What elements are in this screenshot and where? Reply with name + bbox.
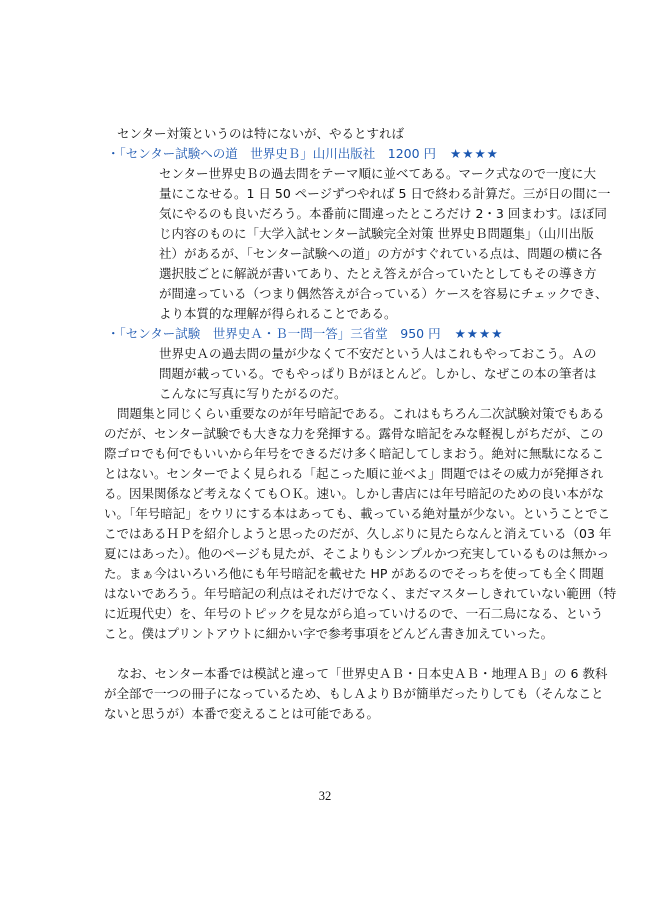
book1-rating-stars: ★★★★ <box>450 146 499 161</box>
intro-text: センター対策というのは特にないが、やるとすれば <box>117 126 405 141</box>
book1-desc-line: センター世界史Ｂの過去問をテーマ順に並べてある。マーク式なので一度に大 <box>159 166 597 181</box>
book1-desc-line: 量にこなせる。1 日 50 ページずつやれば 5 日で終わる計算だ。三が日の間に一 <box>159 186 611 201</box>
body-paragraph-line: る。因果関係など考えなくてもＯＫ。速い。しかし書店には年号暗記のための良い本がな <box>104 486 605 501</box>
book2-title-text: ・「センター試験 世界史Ａ・Ｂ一問一答」三省堂 950 円 <box>107 326 441 341</box>
book1-title-text: ・「センター試験への道 世界史Ｂ」山川出版社 1200 円 <box>107 146 437 161</box>
book1-desc-line: 気にやるのも良いだろう。本番前に間違ったところだけ 2・3 回まわす。ほぼ同 <box>159 206 607 221</box>
body-paragraph-line: た。まぁ今はいろいろ他にも年号暗記を載せた HP があるのでそっちを使っても全く問題 <box>104 566 604 581</box>
page-number: 32 <box>318 789 332 803</box>
book1-title <box>107 146 499 162</box>
book2-desc-line: 問題が載っている。でもやっぱりＢがほとんど。しかし、なぜこの本の筆者は <box>159 366 597 381</box>
body-paragraph-line: い。「年号暗記」をウリにする本はあっても、載っている絶対量が少ない。ということでこ <box>104 506 611 521</box>
body-paragraph-line: が全部で一つの冊子になっているため、もしＡよりＢが簡単だったりしても（そんなこと <box>104 686 604 701</box>
book1-desc-line: が間違っている（つまり偶然答えが合っている）ケースを容易にチェックでき、 <box>159 286 608 301</box>
book2-rating-stars: ★★★★ <box>454 326 504 341</box>
body-paragraph-line: 夏にはあった）。他のページも見たが、そこよりもシンプルかつ充実しているものは無かっ <box>104 546 610 561</box>
body-paragraph-line: こではあるＨＰを紹介しようと思ったのだが、久しぶりに見たらなんと消えている（03 年 <box>104 526 612 541</box>
book1-desc-line: 社）があるが、「センター試験への道」の方がすぐれている点は、問題の横に各 <box>159 246 603 261</box>
book2-desc-line: 世界史Ａの過去問の量が少なくて不安だという人はこれもやっておこう。Ａの <box>159 346 597 361</box>
book1-desc-line: 選択肢ごとに解説が書いてあり、たとえ答えが合っていたとしてもその導き方 <box>159 266 597 281</box>
body-paragraph-line: に近現代史）を、年号のトピックを見ながら追っていけるので、一石二鳥になる、という <box>104 606 604 621</box>
body-paragraph-line: 問題集と同じくらい重要なのが年号暗記である。これはもちろん二次試験対策でもある <box>117 406 605 421</box>
body-paragraph-line: なお、センター本番では模試と違って「世界史ＡＢ・日本史ＡＢ・地理ＡＢ」の 6 教科 <box>117 666 608 681</box>
body-paragraph-line: ないと思うが）本番で変えることは可能である。 <box>104 706 380 721</box>
body-paragraph-line: とはない。センターでよく見られる「起こった順に並べよ」問題ではその威力が発揮され <box>104 466 604 481</box>
body-paragraph-line: 際ゴロでも何でもいいから年号をできるだけ多く暗記してしまおう。絶対に無駄になるこ <box>104 446 605 461</box>
body-paragraph-line: のだが、センター試験でも大きな力を発揮する。露骨な暗記をみな軽視しがちだが、この <box>104 426 604 441</box>
book2-title <box>107 326 503 342</box>
body-paragraph-line: はないであろう。年号暗記の利点はそれだけでなく、まだマスターしきれていない範囲（特 <box>104 586 617 601</box>
book2-desc-line: こんなに写真に写りたがるのだ。 <box>159 386 347 401</box>
body-paragraph-line: こと。僕はプリントアウトに細かい字で参考事項をどんどん書き加えていった。 <box>104 626 554 641</box>
book1-desc-line: じ内容のものに「大学入試センター試験完全対策 世界史Ｂ問題集」（山川出版 <box>159 226 594 241</box>
book1-desc-line: より本質的な理解が得られることである。 <box>159 306 397 321</box>
